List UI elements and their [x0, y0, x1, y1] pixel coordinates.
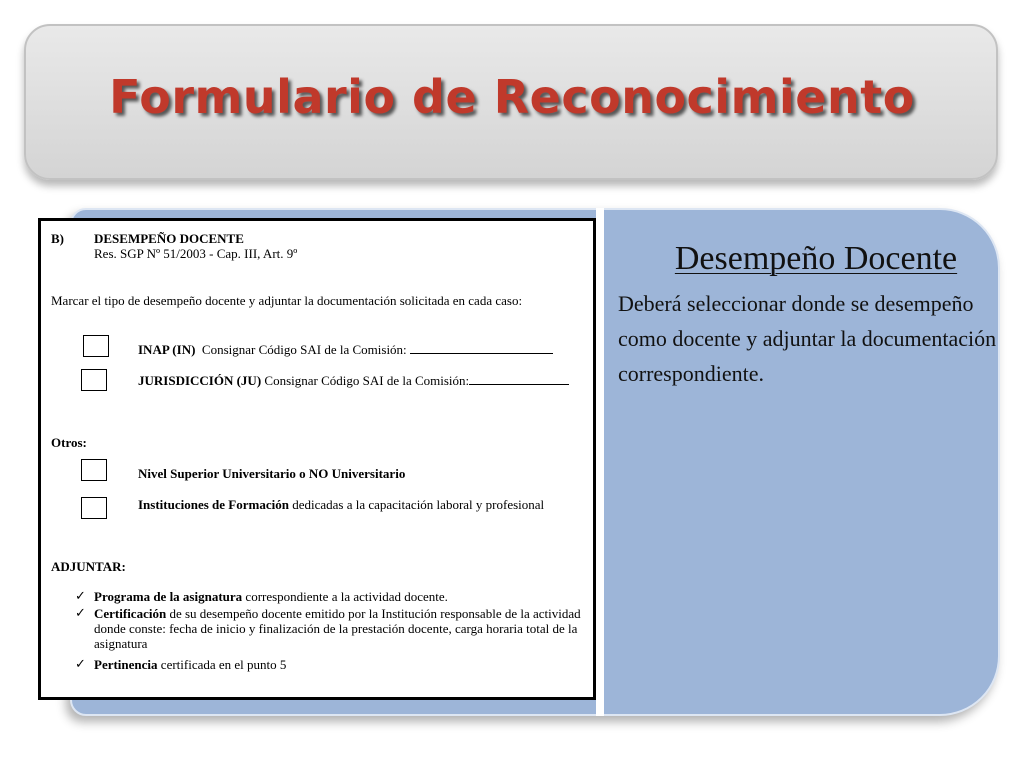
adjuntar-item [94, 657, 584, 672]
checkbox-inap[interactable] [83, 335, 109, 357]
option-inap-label: INAP (IN) [138, 342, 196, 357]
adjuntar-item-bold: Pertinencia [94, 657, 158, 672]
adjuntar-item-text: correspondiente a la actividad docente. [242, 589, 448, 604]
option-jurisdiccion [138, 373, 569, 388]
section-letter: B) [51, 231, 64, 246]
option-jurisdiccion-label: JURISDICCIÓN (JU) [138, 373, 262, 388]
option-nivel-superior [138, 466, 405, 481]
check-icon: ✓ [75, 605, 86, 620]
option-instituciones-text: dedicadas a la capacitación laboral y profesional [292, 497, 545, 512]
checkbox-instituciones[interactable] [81, 497, 107, 519]
adjuntar-item-text: de su desempeño docente emitido por la Institución responsable de la actividad donde conste: fecha de inicio y finalización de la prestación docente, carga horaria total de la asignatura [94, 606, 581, 651]
checkbox-jurisdiccion[interactable] [81, 369, 107, 391]
instruction-text: Marcar el tipo de desempeño docente y adjuntar la documentación solicitada en cada caso: [51, 293, 523, 308]
checkbox-nivel-superior[interactable] [81, 459, 107, 481]
check-icon: ✓ [75, 656, 86, 671]
adjuntar-item-bold: Programa de la asignatura [94, 589, 243, 604]
option-instituciones-label: Instituciones de Formación [138, 497, 289, 512]
code-blank-line [410, 342, 553, 354]
adjuntar-item [94, 606, 584, 651]
resolution-text: Res. SGP Nº 51/2003 - Cap. III, Art. 9º [94, 246, 298, 261]
panel-heading: Desempeño Docente [674, 240, 958, 277]
adjuntar-item-text: certificada en el punto 5 [157, 657, 287, 672]
adjuntar-item [94, 589, 584, 604]
document-margin-strip [596, 208, 604, 716]
option-instituciones [138, 497, 544, 512]
option-jurisdiccion-text: Consignar Código SAI de la Comisión: [264, 373, 470, 388]
adjuntar-item-bold: Certificación [94, 606, 167, 621]
document-excerpt [38, 218, 596, 700]
panel-body-text: Deberá seleccionar donde se desempeño como docente y adjuntar la documentación correspondiente. [618, 291, 997, 386]
otros-label: Otros: [51, 435, 87, 450]
section-title: DESEMPEÑO DOCENTE [94, 231, 244, 246]
check-icon: ✓ [75, 588, 86, 603]
code-blank-line [469, 373, 569, 385]
option-inap-text: Consignar Código SAI de la Comisión: [201, 342, 407, 357]
option-inap [138, 342, 553, 357]
option-nivel-superior-label: Nivel Superior Universitario o NO Universitario [138, 466, 406, 481]
adjuntar-label: ADJUNTAR: [51, 559, 126, 574]
slide-title: Formulario de Reconocimiento [109, 70, 915, 124]
